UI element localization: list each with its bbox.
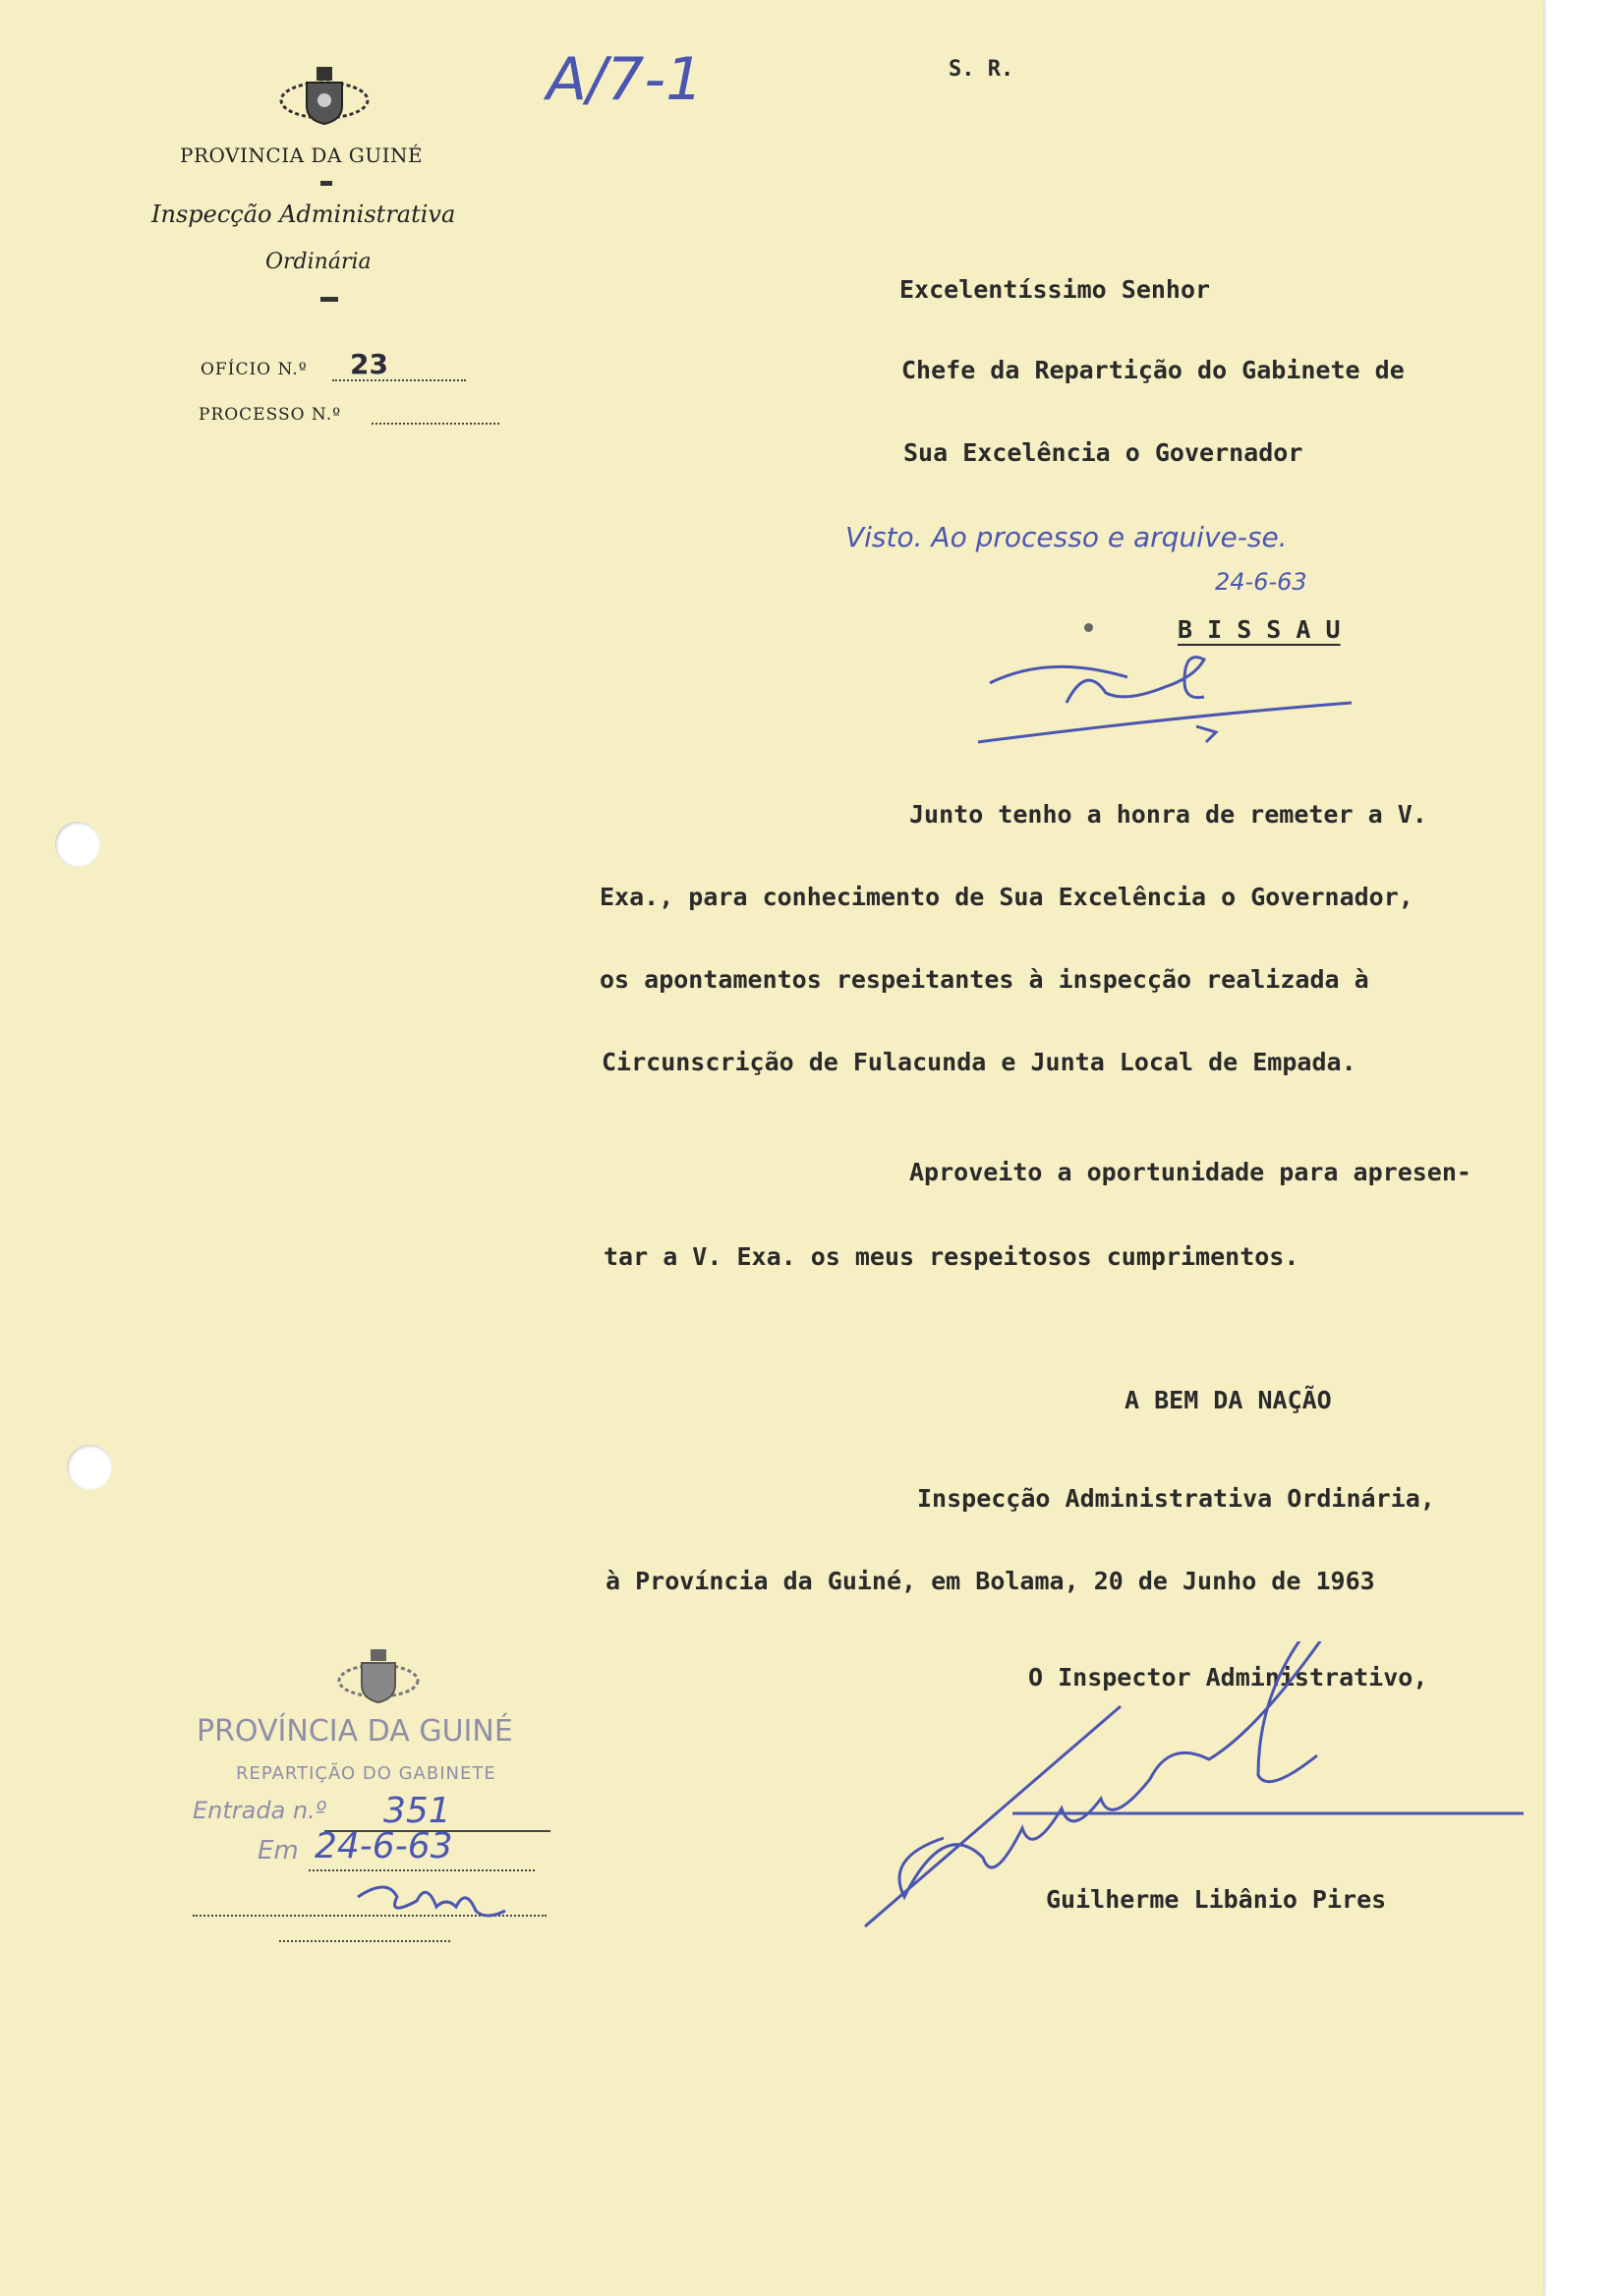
addressee-line-1: Excelentíssimo Senhor — [899, 275, 1211, 304]
oficio-number: 23 — [350, 348, 388, 380]
processo-number-line — [372, 403, 499, 425]
addressee-city: B I S S A U — [1178, 615, 1341, 644]
stamp-entrada-label: Entrada n.º — [193, 1797, 327, 1824]
stamp-province: PROVÍNCIA DA GUINÉ — [197, 1714, 513, 1749]
punch-hole-top — [55, 822, 100, 867]
heading-divider — [320, 181, 332, 186]
bullet-dot — [1084, 623, 1093, 632]
stamp-line-4 — [279, 1926, 450, 1942]
body-line-5: Aproveito a oportunidade para apresen- — [909, 1158, 1471, 1186]
annotation-line-2: 24-6-63 — [1215, 568, 1307, 596]
province-heading: PROVINCIA DA GUINÉ — [180, 144, 424, 167]
handwritten-initials — [939, 644, 1411, 752]
signatory-name: Guilherme Libânio Pires — [1046, 1885, 1387, 1914]
stamp-em-value: 24-6-63 — [315, 1826, 453, 1866]
punch-hole-bottom — [67, 1445, 112, 1490]
heading-divider — [320, 297, 338, 302]
body-line-4: Circunscrição de Fulacunda e Junta Local de Empada. — [602, 1048, 1356, 1076]
oficio-label: OFÍCIO N.º — [201, 360, 308, 379]
coat-of-arms-icon — [277, 63, 372, 132]
stamp-coat-of-arms-icon — [334, 1645, 423, 1712]
closing-motto: A BEM DA NAÇÃO — [1125, 1386, 1332, 1414]
sr-mark: S. R. — [949, 57, 1014, 82]
closing-place-date: à Província da Guiné, em Bolama, 20 de Junho de 1963 — [606, 1567, 1375, 1595]
body-line-1: Junto tenho a honra de remeter a V. — [909, 800, 1427, 829]
body-line-6: tar a V. Exa. os meus respeitosos cumprimentos. — [604, 1242, 1299, 1271]
addressee-line-3: Sua Excelência o Governador — [903, 438, 1303, 467]
processo-label: PROCESSO N.º — [199, 405, 342, 425]
body-line-3: os apontamentos respeitantes à inspecção realizada à — [600, 965, 1369, 994]
stamp-entrada-value: 351 — [383, 1791, 451, 1831]
addressee-line-2: Chefe da Repartição do Gabinete de — [901, 356, 1405, 384]
stamp-em-label: Em — [258, 1836, 299, 1866]
stamp-initials — [354, 1867, 511, 1926]
department-heading: Inspecção Administrativa — [151, 201, 456, 228]
closing-office: Inspecção Administrativa Ordinária, — [917, 1484, 1435, 1513]
subdepartment-heading: Ordinária — [265, 250, 372, 274]
annotation-line-1: Visto. Ao processo e arquive-se. — [845, 521, 1288, 553]
body-line-2: Exa., para conhecimento de Sua Excelência o Governador, — [600, 883, 1413, 911]
signatory-title: O Inspector Administrativo, — [1028, 1663, 1428, 1692]
stamp-office: REPARTIÇÃO DO GABINETE — [236, 1763, 496, 1784]
reference-handwritten: A/7-1 — [547, 45, 704, 114]
